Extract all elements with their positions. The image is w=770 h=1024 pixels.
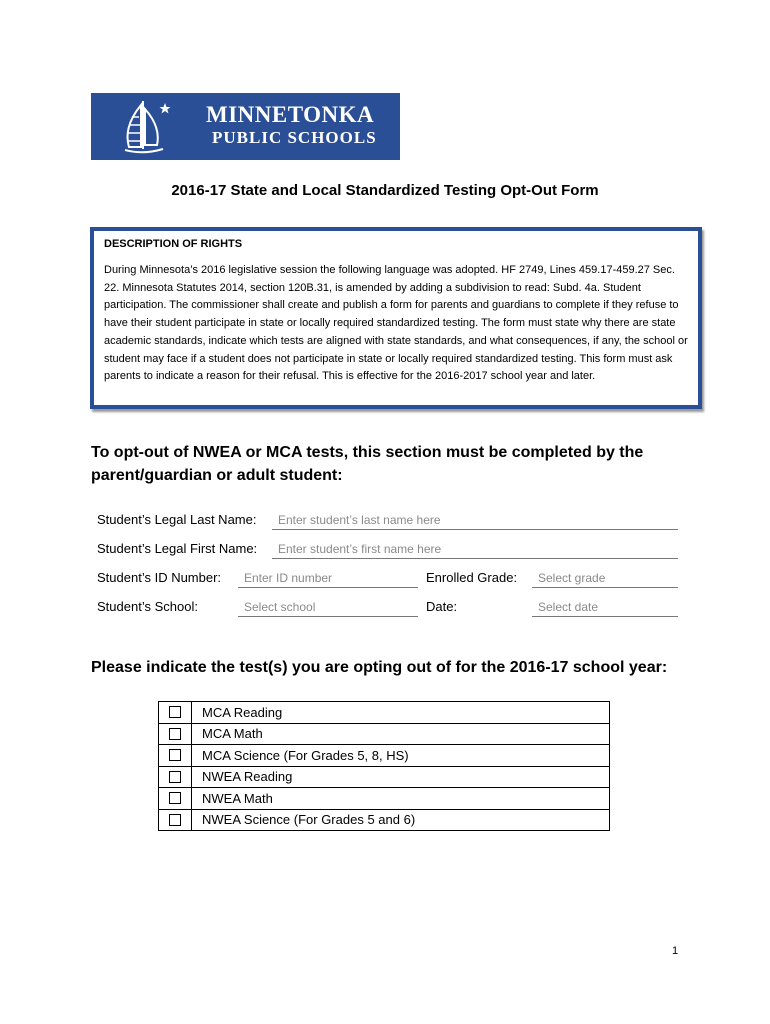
school-label: Student’s School: xyxy=(97,599,198,614)
sailboat-icon xyxy=(103,97,183,157)
logo-line-1: MINNETONKA xyxy=(206,102,375,127)
page-number: 1 xyxy=(672,945,679,957)
first-name-label: Student’s Legal First Name: xyxy=(97,541,258,556)
grade-label: Enrolled Grade: xyxy=(426,570,518,585)
rights-body: During Minnesota’s 2016 legislative session the following language was adopted. HF 2749, Lines 459.17-459.27 Sec. 22. Minnesota Statutes 2014, section 120B.31, is amended by adding a subdivision to read: Subd. 4a. Student participation. The commissioner shall create and publish a form for parents and guardians to complete if they refuse to have their student participate in state or locally required standardized testing. The form must state why there are state academic standards, indicate which tests are aligned with state standards, and what consequences, if any, the school or student may face if a student does not participate in state or locally required standardized testing. This form must ask parents to indicate a reason for their refusal. This is effective for the 2016-2017 school year and later. xyxy=(104,264,688,383)
opt-out-section-heading: To opt-out of NWEA or MCA tests, this section must be completed by the parent/guardian or adult student: xyxy=(91,444,644,484)
test-row xyxy=(159,767,609,789)
description-of-rights-box xyxy=(90,227,702,409)
date-label: Date: xyxy=(426,599,458,614)
rights-heading: DESCRIPTION OF RIGHTS xyxy=(104,238,243,250)
test-label: MCA Reading xyxy=(202,704,283,720)
checkbox[interactable] xyxy=(169,749,181,761)
id-number-label: Student’s ID Number: xyxy=(97,570,222,585)
last-name-label: Student’s Legal Last Name: xyxy=(97,512,257,527)
logo-text xyxy=(206,103,377,149)
first-name-input[interactable]: Enter student’s first name here xyxy=(272,541,678,559)
grade-select[interactable]: Select grade xyxy=(532,570,678,588)
date-select[interactable]: Select date xyxy=(532,599,678,617)
test-row xyxy=(159,745,609,767)
test-checklist xyxy=(158,701,610,831)
test-label: NWEA Reading xyxy=(202,769,293,785)
test-row xyxy=(159,702,609,724)
checkbox-cell xyxy=(159,702,192,723)
school-select[interactable]: Select school xyxy=(238,599,418,617)
checkbox-cell xyxy=(159,788,192,809)
checkbox[interactable] xyxy=(169,814,181,826)
checkbox-cell xyxy=(159,810,192,831)
checkbox[interactable] xyxy=(169,728,181,740)
last-name-input[interactable]: Enter student’s last name here xyxy=(272,512,678,530)
test-row xyxy=(159,724,609,746)
test-label: NWEA Math xyxy=(202,790,273,806)
checkbox-cell xyxy=(159,745,192,766)
form-title: 2016-17 State and Local Standardized Testing Opt-Out Form xyxy=(171,182,599,199)
district-logo xyxy=(91,93,400,160)
test-row xyxy=(159,788,609,810)
checkbox[interactable] xyxy=(169,706,181,718)
checkbox-cell xyxy=(159,767,192,788)
checkbox-cell xyxy=(159,724,192,745)
test-label: MCA Math xyxy=(202,726,263,742)
test-label: MCA Science (For Grades 5, 8, HS) xyxy=(202,747,409,763)
test-label: NWEA Science (For Grades 5 and 6) xyxy=(202,812,416,828)
id-number-input[interactable]: Enter ID number xyxy=(238,570,418,588)
checkbox[interactable] xyxy=(169,771,181,783)
checkbox[interactable] xyxy=(169,792,181,804)
test-row xyxy=(159,810,609,831)
opt-out-tests-heading: Please indicate the test(s) you are opting out of for the 2016-17 school year: xyxy=(91,659,668,676)
logo-line-2: PUBLIC SCHOOLS xyxy=(212,128,377,147)
